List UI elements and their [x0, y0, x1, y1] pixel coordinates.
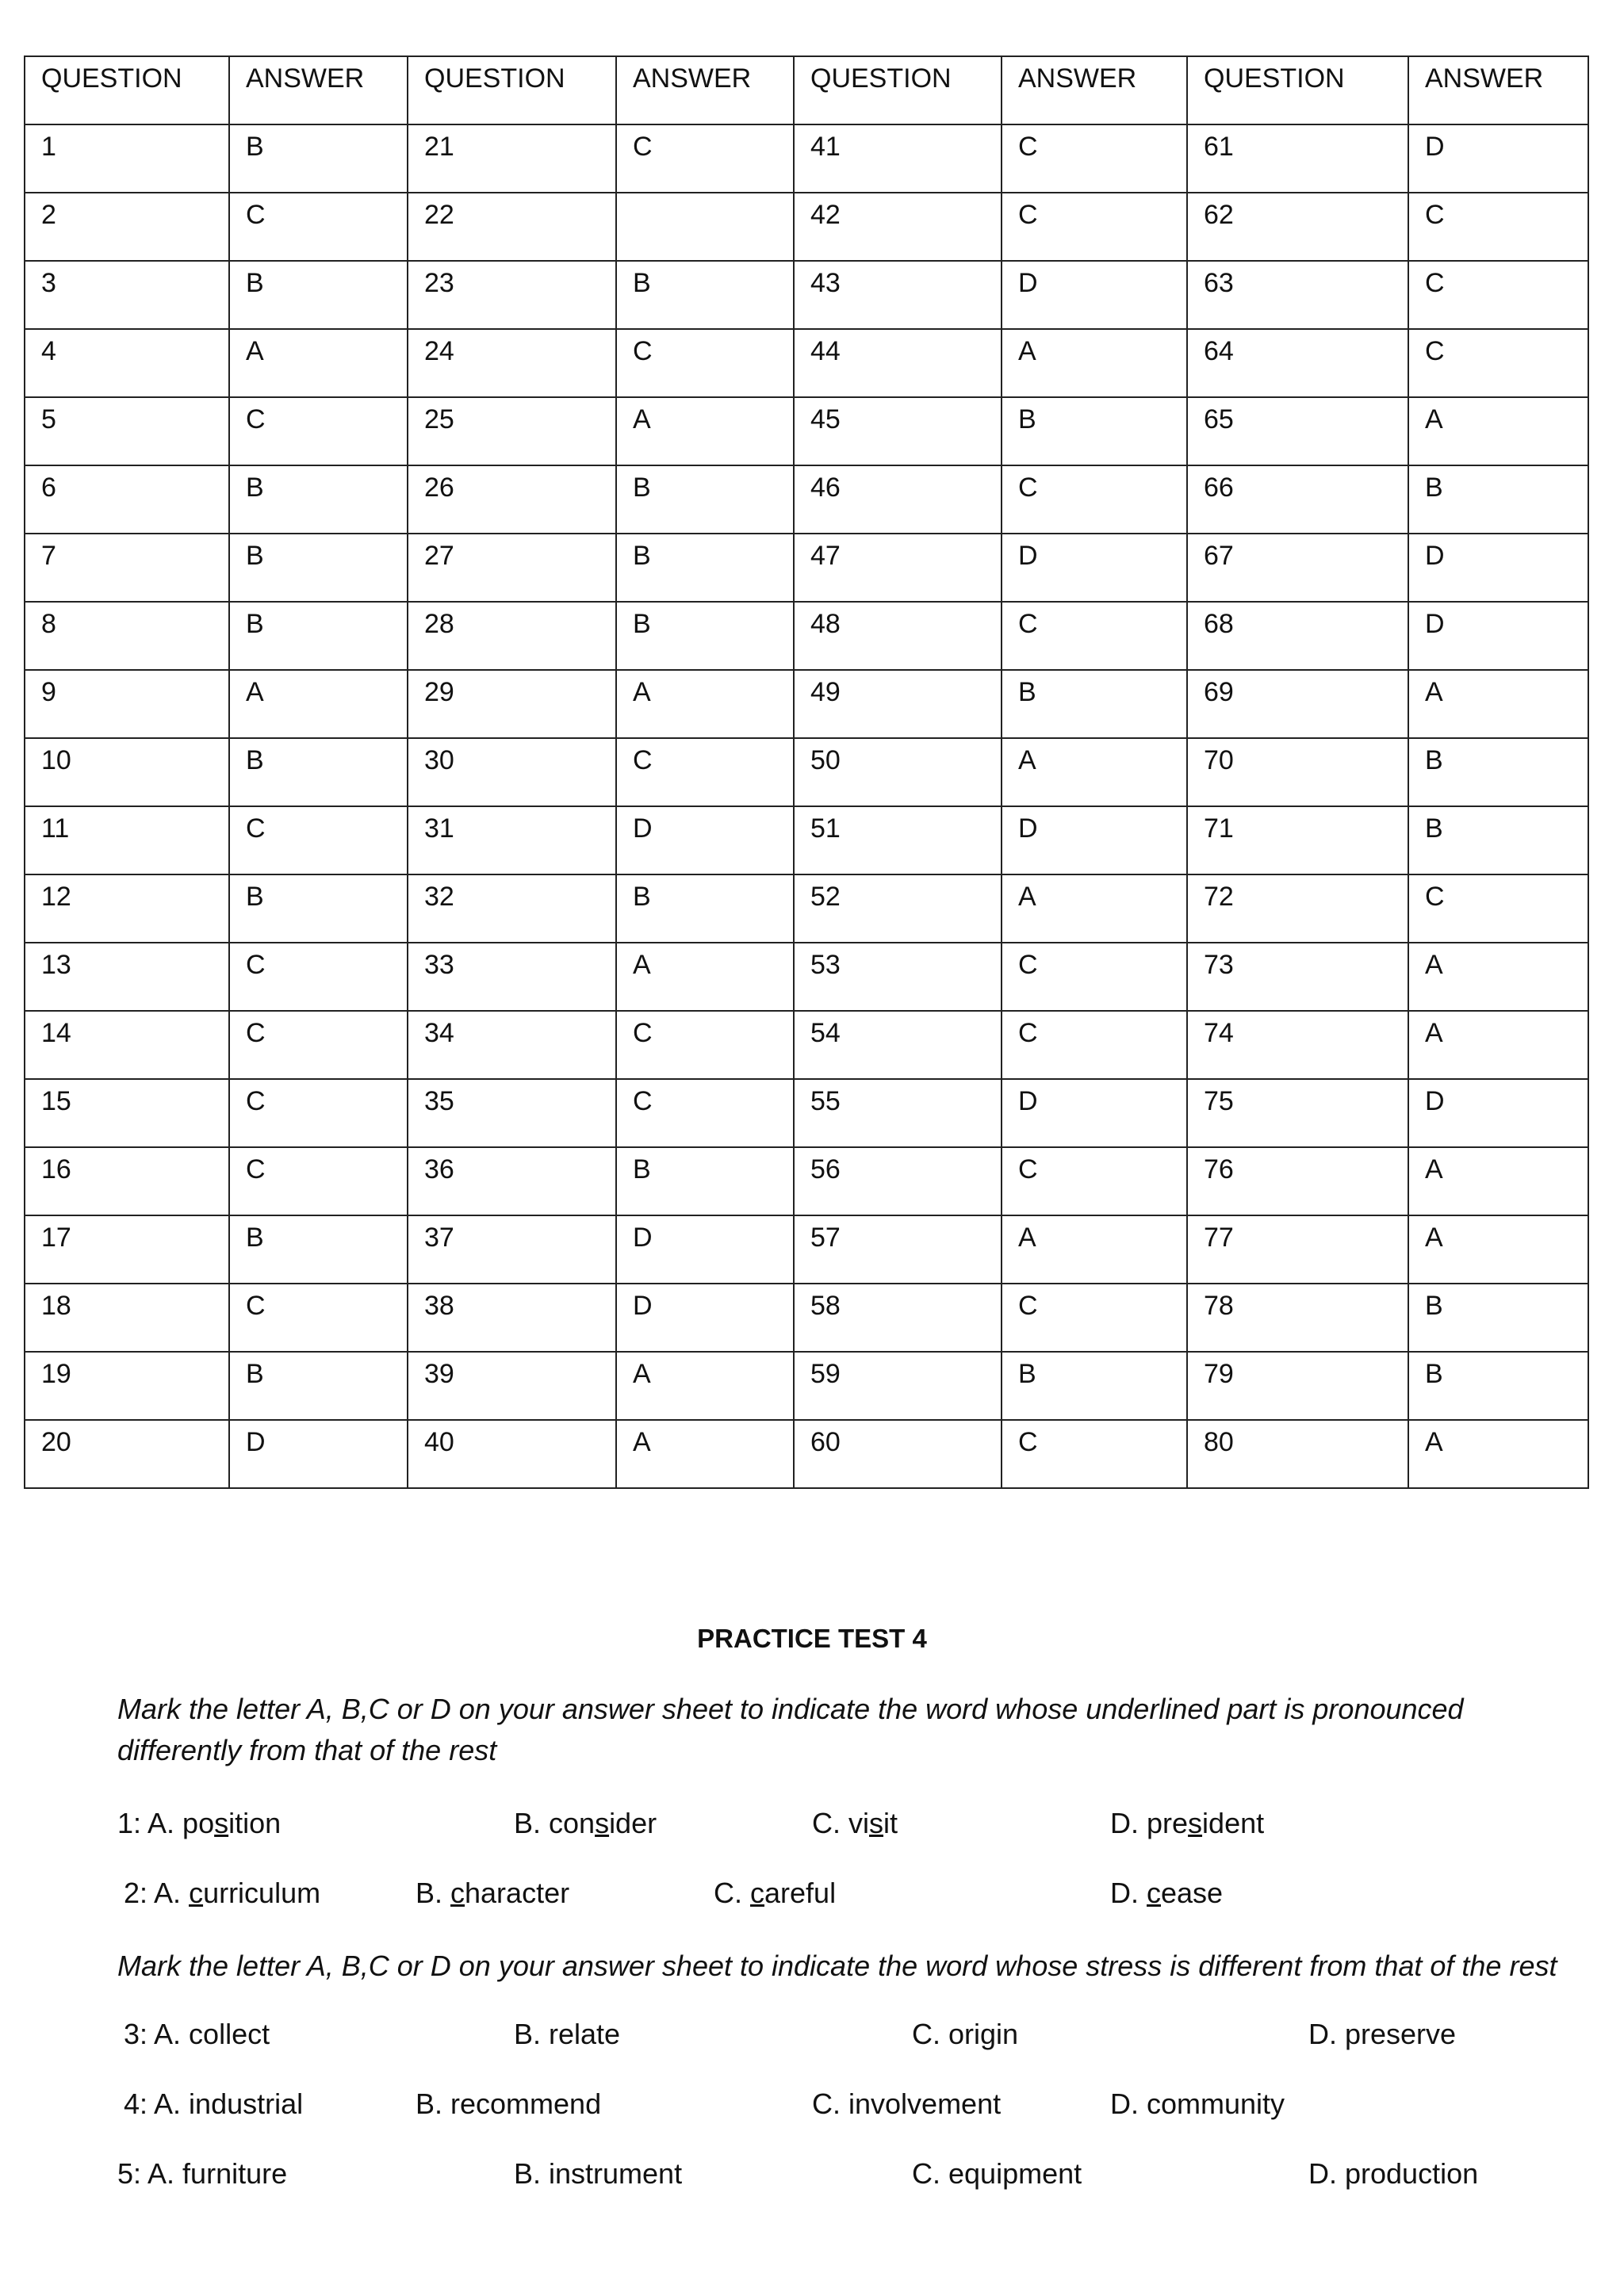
- question-number-cell: 70: [1187, 738, 1408, 806]
- question-number-cell: 64: [1187, 329, 1408, 397]
- table-row: [25, 1215, 1588, 1284]
- table-row: [25, 1284, 1588, 1352]
- q5-option-d: D. production: [1308, 2157, 1479, 2190]
- answer-cell: D: [1408, 534, 1588, 602]
- answer-cell: D: [616, 806, 794, 874]
- question-number-cell: 10: [25, 738, 229, 806]
- question-number-cell: 17: [25, 1215, 229, 1284]
- question-number-cell: 21: [408, 124, 616, 193]
- question-number-cell: 12: [25, 874, 229, 943]
- question-number-cell: 7: [25, 534, 229, 602]
- question-number-cell: 79: [1187, 1352, 1408, 1420]
- q2-option-d: D. cease: [1110, 1877, 1224, 1909]
- question-number-cell: 25: [408, 397, 616, 465]
- question-number-cell: 40: [408, 1420, 616, 1488]
- answer-cell: A: [1002, 874, 1187, 943]
- answer-cell: B: [229, 874, 408, 943]
- q2-option-c: C. careful: [714, 1877, 837, 1909]
- question-number-cell: 44: [794, 329, 1002, 397]
- answer-cell: A: [229, 670, 408, 738]
- answer-cell: A: [1408, 943, 1588, 1011]
- q3-option-d: D. preserve: [1308, 2018, 1457, 2050]
- answer-cell: A: [1408, 1215, 1588, 1284]
- question-number-cell: 35: [408, 1079, 616, 1147]
- table-row: [25, 193, 1588, 261]
- question-number-cell: 47: [794, 534, 1002, 602]
- answer-cell: C: [1408, 261, 1588, 329]
- question-number-cell: 53: [794, 943, 1002, 1011]
- answer-cell: A: [1408, 670, 1588, 738]
- answer-cell: B: [616, 261, 794, 329]
- answer-cell: C: [1002, 1420, 1187, 1488]
- answer-cell: C: [1002, 943, 1187, 1011]
- question-number-cell: 74: [1187, 1011, 1408, 1079]
- question-number-cell: 26: [408, 465, 616, 534]
- table-row: [25, 1011, 1588, 1079]
- question-number-cell: 63: [1187, 261, 1408, 329]
- header-cell: ANSWER: [1408, 56, 1588, 124]
- question-number-cell: 30: [408, 738, 616, 806]
- question-number-cell: 52: [794, 874, 1002, 943]
- table-row: [25, 329, 1588, 397]
- answer-cell: C: [1002, 124, 1187, 193]
- question-number-cell: 36: [408, 1147, 616, 1215]
- question-number-cell: 13: [25, 943, 229, 1011]
- question-number-cell: 20: [25, 1420, 229, 1488]
- answer-cell: B: [1408, 1352, 1588, 1420]
- answer-cell: C: [1002, 1011, 1187, 1079]
- answer-cell: C: [1002, 1147, 1187, 1215]
- question-number-cell: 78: [1187, 1284, 1408, 1352]
- question-number-cell: 75: [1187, 1079, 1408, 1147]
- answer-cell: D: [616, 1215, 794, 1284]
- question-number-cell: 51: [794, 806, 1002, 874]
- question-number-cell: 15: [25, 1079, 229, 1147]
- answer-cell: C: [229, 1147, 408, 1215]
- q1-option-b: B. consider: [514, 1807, 657, 1839]
- answer-cell: B: [1408, 1284, 1588, 1352]
- question-number-cell: 2: [25, 193, 229, 261]
- q5-option-c: C. equipment: [912, 2157, 1082, 2190]
- answer-cell: B: [229, 602, 408, 670]
- question-number-cell: 43: [794, 261, 1002, 329]
- stress-instruction: Mark the letter A, B,C or D on your answer sheet to indicate the word whose stress is different from that of the rest: [117, 1950, 1557, 1982]
- question-number-cell: 27: [408, 534, 616, 602]
- question-number-cell: 46: [794, 465, 1002, 534]
- answer-cell: B: [616, 602, 794, 670]
- question-number-cell: 73: [1187, 943, 1408, 1011]
- question-number-cell: 3: [25, 261, 229, 329]
- answer-cell: C: [616, 738, 794, 806]
- answer-cell: D: [1002, 534, 1187, 602]
- answer-cell: C: [1002, 465, 1187, 534]
- question-number-cell: 11: [25, 806, 229, 874]
- table-row: [25, 465, 1588, 534]
- header-cell: QUESTION: [794, 56, 1002, 124]
- answer-cell: A: [616, 943, 794, 1011]
- table-row: [25, 261, 1588, 329]
- q4-option-c: C. involvement: [812, 2087, 1002, 2120]
- answer-cell: A: [1408, 1147, 1588, 1215]
- question-number-cell: 61: [1187, 124, 1408, 193]
- answer-cell: B: [616, 534, 794, 602]
- answer-cell: C: [229, 193, 408, 261]
- question-number-cell: 38: [408, 1284, 616, 1352]
- question-number-cell: 77: [1187, 1215, 1408, 1284]
- question-number-cell: 72: [1187, 874, 1408, 943]
- table-row: [25, 670, 1588, 738]
- q1-option-d: D. president: [1110, 1807, 1265, 1839]
- question-number-cell: 80: [1187, 1420, 1408, 1488]
- answer-cell: D: [1408, 124, 1588, 193]
- answer-cell: C: [616, 124, 794, 193]
- q1-option-a: 1: A. position: [117, 1807, 282, 1839]
- question-number-cell: 28: [408, 602, 616, 670]
- answer-cell: D: [1002, 806, 1187, 874]
- table-row: [25, 874, 1588, 943]
- question-number-cell: 49: [794, 670, 1002, 738]
- answer-cell: A: [616, 397, 794, 465]
- answer-cell: B: [1408, 806, 1588, 874]
- question-number-cell: 39: [408, 1352, 616, 1420]
- table-row: [25, 943, 1588, 1011]
- table-row: [25, 1352, 1588, 1420]
- answer-cell: D: [229, 1420, 408, 1488]
- answer-cell: A: [1408, 1420, 1588, 1488]
- q1-option-c: C. visit: [812, 1807, 898, 1839]
- answer-cell: B: [616, 874, 794, 943]
- question-number-cell: 24: [408, 329, 616, 397]
- answer-cell: C: [229, 1011, 408, 1079]
- answer-cell: B: [1002, 397, 1187, 465]
- question-number-cell: 45: [794, 397, 1002, 465]
- header-cell: ANSWER: [1002, 56, 1187, 124]
- answer-cell: A: [229, 329, 408, 397]
- answer-cell: C: [229, 943, 408, 1011]
- header-cell: QUESTION: [408, 56, 616, 124]
- answer-cell: B: [229, 465, 408, 534]
- table-row: [25, 124, 1588, 193]
- answer-cell: B: [616, 465, 794, 534]
- question-number-cell: 42: [794, 193, 1002, 261]
- answer-cell: C: [616, 329, 794, 397]
- q3-option-a: 3: A. collect: [124, 2018, 270, 2050]
- table-header-row: [25, 56, 1588, 124]
- q2-option-b: B. character: [416, 1877, 570, 1909]
- question-number-cell: 6: [25, 465, 229, 534]
- question-number-cell: 31: [408, 806, 616, 874]
- answer-cell: B: [229, 1352, 408, 1420]
- answer-cell: B: [1002, 1352, 1187, 1420]
- question-number-cell: 16: [25, 1147, 229, 1215]
- q4-option-d: D. community: [1110, 2087, 1285, 2120]
- question-number-cell: 59: [794, 1352, 1002, 1420]
- question-number-cell: 68: [1187, 602, 1408, 670]
- question-number-cell: 67: [1187, 534, 1408, 602]
- answer-cell: C: [229, 1284, 408, 1352]
- header-cell: QUESTION: [1187, 56, 1408, 124]
- q3-option-c: C. origin: [912, 2018, 1019, 2050]
- question-number-cell: 76: [1187, 1147, 1408, 1215]
- table-row: [25, 602, 1588, 670]
- question-number-cell: 41: [794, 124, 1002, 193]
- answer-cell: B: [1408, 465, 1588, 534]
- answer-cell: B: [1002, 670, 1187, 738]
- question-number-cell: 8: [25, 602, 229, 670]
- answer-cell: D: [1002, 261, 1187, 329]
- q3-option-b: B. relate: [514, 2018, 621, 2050]
- q4-option-a: 4: A. industrial: [124, 2087, 304, 2120]
- question-number-cell: 23: [408, 261, 616, 329]
- q5-option-b: B. instrument: [514, 2157, 683, 2190]
- header-cell: ANSWER: [616, 56, 794, 124]
- answer-cell: C: [616, 1011, 794, 1079]
- question-number-cell: 66: [1187, 465, 1408, 534]
- answer-cell: D: [1408, 1079, 1588, 1147]
- answer-cell: B: [616, 1147, 794, 1215]
- table-row: [25, 1147, 1588, 1215]
- question-number-cell: 14: [25, 1011, 229, 1079]
- question-number-cell: 56: [794, 1147, 1002, 1215]
- question-number-cell: 69: [1187, 670, 1408, 738]
- answer-cell: D: [1002, 1079, 1187, 1147]
- question-number-cell: 1: [25, 124, 229, 193]
- question-number-cell: 57: [794, 1215, 1002, 1284]
- question-number-cell: 48: [794, 602, 1002, 670]
- answer-cell: B: [229, 1215, 408, 1284]
- answer-cell: [616, 193, 794, 261]
- question-number-cell: 62: [1187, 193, 1408, 261]
- question-number-cell: 54: [794, 1011, 1002, 1079]
- question-number-cell: 18: [25, 1284, 229, 1352]
- answer-cell: C: [229, 806, 408, 874]
- question-number-cell: 33: [408, 943, 616, 1011]
- answer-cell: A: [616, 1352, 794, 1420]
- answer-cell: A: [616, 1420, 794, 1488]
- q2-option-a: 2: A. curriculum: [124, 1877, 321, 1909]
- q5-option-a: 5: A. furniture: [117, 2157, 288, 2190]
- question-number-cell: 65: [1187, 397, 1408, 465]
- answer-cell: C: [1002, 1284, 1187, 1352]
- question-number-cell: 32: [408, 874, 616, 943]
- answer-cell: A: [1002, 329, 1187, 397]
- question-number-cell: 19: [25, 1352, 229, 1420]
- question-number-cell: 58: [794, 1284, 1002, 1352]
- answer-cell: A: [1002, 738, 1187, 806]
- answer-cell: A: [1002, 1215, 1187, 1284]
- question-number-cell: 9: [25, 670, 229, 738]
- answer-cell: C: [1002, 193, 1187, 261]
- question-number-cell: 50: [794, 738, 1002, 806]
- table-row: [25, 738, 1588, 806]
- pronunciation-instruction: Mark the letter A, B,C or D on your answer sheet to indicate the word whose underlined part is pronounced differently from that of the rest: [117, 1693, 1464, 1766]
- table-row: [25, 806, 1588, 874]
- question-number-cell: 5: [25, 397, 229, 465]
- answer-cell: A: [616, 670, 794, 738]
- answer-cell: C: [1408, 874, 1588, 943]
- answer-cell: D: [1408, 602, 1588, 670]
- answer-cell: B: [229, 124, 408, 193]
- answer-key-table: [24, 55, 1589, 1489]
- question-number-cell: 37: [408, 1215, 616, 1284]
- answer-cell: A: [1408, 397, 1588, 465]
- question-number-cell: 22: [408, 193, 616, 261]
- question-number-cell: 29: [408, 670, 616, 738]
- table-row: [25, 1420, 1588, 1488]
- answer-cell: C: [1408, 329, 1588, 397]
- table-row: [25, 1079, 1588, 1147]
- header-cell: ANSWER: [229, 56, 408, 124]
- answer-cell: B: [229, 261, 408, 329]
- question-number-cell: 55: [794, 1079, 1002, 1147]
- answer-cell: D: [616, 1284, 794, 1352]
- question-number-cell: 71: [1187, 806, 1408, 874]
- test-title: PRACTICE TEST 4: [697, 1624, 927, 1653]
- table-row: [25, 397, 1588, 465]
- answer-cell: C: [229, 1079, 408, 1147]
- answer-cell: C: [616, 1079, 794, 1147]
- answer-cell: C: [229, 397, 408, 465]
- table-row: [25, 534, 1588, 602]
- answer-cell: B: [229, 534, 408, 602]
- question-number-cell: 4: [25, 329, 229, 397]
- answer-cell: C: [1408, 193, 1588, 261]
- answer-cell: C: [1002, 602, 1187, 670]
- header-cell: QUESTION: [25, 56, 229, 124]
- question-number-cell: 34: [408, 1011, 616, 1079]
- q4-option-b: B. recommend: [416, 2087, 602, 2120]
- answer-cell: A: [1408, 1011, 1588, 1079]
- answer-cell: B: [229, 738, 408, 806]
- question-number-cell: 60: [794, 1420, 1002, 1488]
- answer-cell: B: [1408, 738, 1588, 806]
